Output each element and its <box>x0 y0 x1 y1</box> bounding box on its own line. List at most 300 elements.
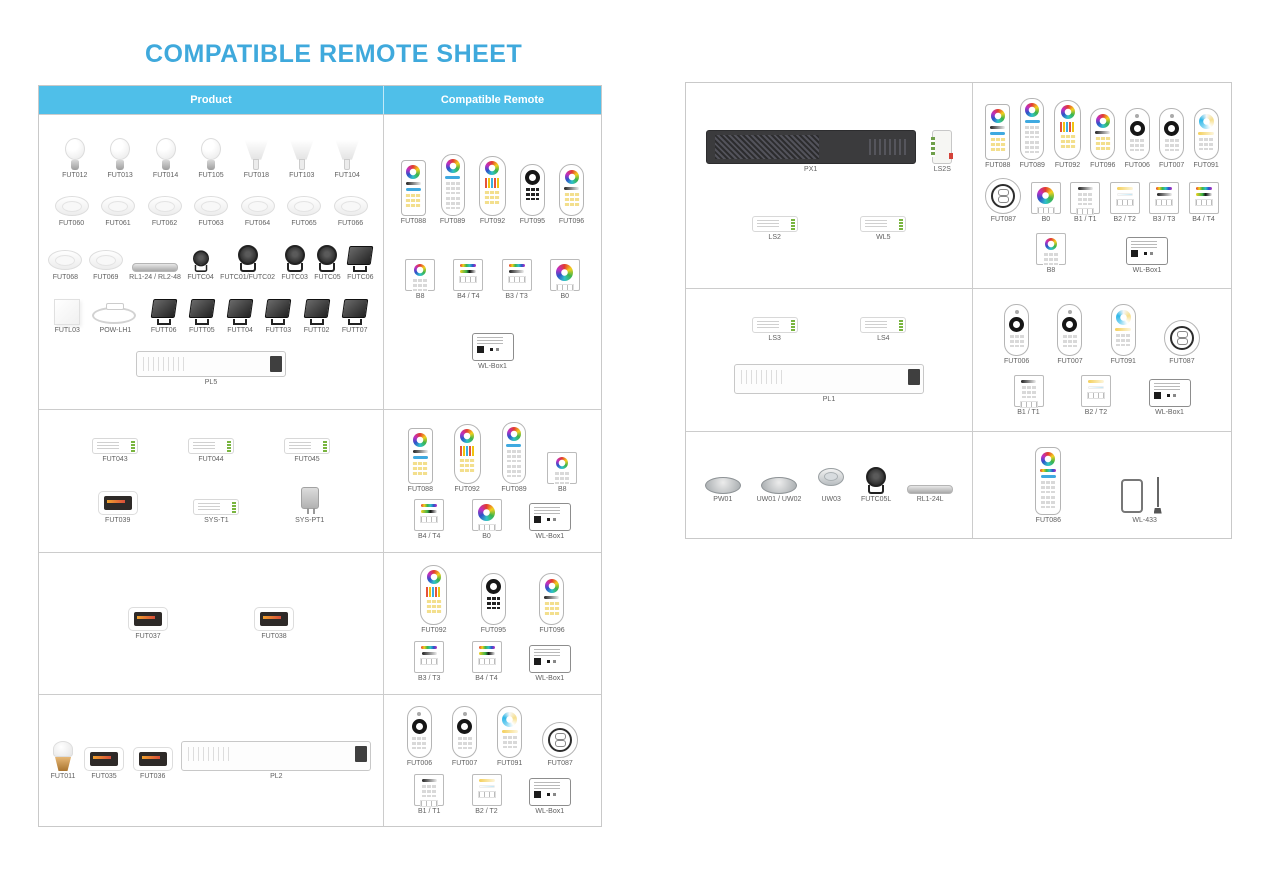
item-label: B8 <box>415 292 425 300</box>
remote-black-icon <box>1125 108 1150 160</box>
item-b0 <box>1031 182 1061 223</box>
item-fut091 <box>1193 108 1218 169</box>
item-fut007 <box>1057 304 1082 365</box>
item-label: PL5 <box>204 379 218 387</box>
item-group <box>387 333 598 370</box>
flood-icon <box>342 299 368 325</box>
qr-glyph <box>534 791 541 798</box>
item-fut096 <box>559 164 584 225</box>
item-group <box>976 178 1228 223</box>
item-ls2 <box>752 216 798 241</box>
bar-color-glyph <box>460 264 476 267</box>
spot-icon <box>290 140 314 170</box>
bar-gray-glyph <box>1095 131 1110 134</box>
bar-cct-glyph <box>1088 386 1104 389</box>
vbars-glyph <box>426 587 441 597</box>
grid-w-glyph <box>421 785 437 797</box>
item-group <box>689 467 969 503</box>
lines-glyph <box>1154 383 1180 390</box>
left-table-header <box>39 86 601 114</box>
item-label: FUT092 <box>421 627 447 634</box>
underwater-icon <box>761 477 797 494</box>
remote-oval-color-icon <box>1090 108 1115 160</box>
item-b4-t4 <box>453 259 483 300</box>
item-label: FUT095 <box>519 217 546 225</box>
qr-glyph <box>1154 392 1161 399</box>
item-label: FUT091 <box>1110 358 1136 365</box>
item-label: FUT096 <box>1090 161 1116 169</box>
item-pw01 <box>705 477 741 503</box>
item-fut089 <box>501 422 526 493</box>
item-label: PL2 <box>270 773 283 780</box>
wlbox-icon <box>1126 237 1168 265</box>
item-label: RL1-24 / RL2-48 <box>129 273 181 281</box>
item-label: FUT096 <box>539 627 565 634</box>
item-label: LS2 <box>768 233 781 241</box>
ant-glyph <box>1157 477 1159 507</box>
bar-half-glyph <box>1196 193 1212 196</box>
panel-b0-icon <box>1031 182 1061 214</box>
bar-gray-glyph <box>990 126 1005 129</box>
remote-black-icon <box>452 706 477 758</box>
panel-b2-icon <box>472 774 502 806</box>
lines-glyph <box>477 337 503 344</box>
wheel-glyph <box>991 109 1005 123</box>
item-label: FUT037 <box>135 633 161 640</box>
item-group <box>387 565 598 634</box>
item-label: WL-433 <box>1132 516 1157 524</box>
ring-black-glyph <box>1164 121 1179 136</box>
slots-glyph <box>1037 207 1055 214</box>
garden-s-icon <box>191 250 210 272</box>
wlbox-icon <box>529 503 571 531</box>
item-sys-t1 <box>193 499 239 524</box>
vbars-glyph <box>460 446 475 456</box>
item-fut011 <box>51 741 76 780</box>
downlight-icon <box>55 196 89 218</box>
item-group <box>42 196 380 227</box>
ring-cct-glyph <box>1116 310 1131 325</box>
item-fut065 <box>287 196 321 227</box>
panel-b1-icon <box>414 774 444 806</box>
item-futt06 <box>151 299 177 334</box>
item-label: FUT061 <box>105 220 131 228</box>
item-label: FUT062 <box>151 220 178 228</box>
wheel-glyph <box>460 429 474 443</box>
item-fut095 <box>481 573 506 634</box>
item-label: FUT043 <box>102 456 128 464</box>
item-label: FUT104 <box>334 171 360 179</box>
item-futc01-futc02 <box>220 245 275 281</box>
wlbox-icon <box>529 645 571 673</box>
flood-icon <box>304 299 330 325</box>
table-row <box>39 694 601 826</box>
slots-glyph <box>1116 199 1134 206</box>
table-row <box>39 409 601 552</box>
ctrlbox-icon <box>84 747 124 771</box>
slots-glyph <box>1195 199 1213 206</box>
item-label: FUT089 <box>501 485 527 493</box>
item-fut038 <box>254 607 294 640</box>
item-b4-t4 <box>472 641 502 682</box>
item-wl-box1 <box>529 503 571 540</box>
item-label: RL1-24L <box>916 496 944 503</box>
remote-round-icon <box>1164 320 1200 356</box>
dot-glyph <box>1015 310 1019 314</box>
flood-icon <box>227 299 253 325</box>
item-uw03 <box>817 468 845 503</box>
bar-blue-glyph <box>990 132 1005 135</box>
ctrlbox-icon <box>98 491 138 515</box>
bar-cct-glyph <box>1117 193 1133 196</box>
item-label: B2 / T2 <box>1113 216 1136 223</box>
item-group <box>42 138 380 179</box>
item-label: FUT013 <box>107 171 133 179</box>
remote-cell <box>973 432 1231 538</box>
slots-glyph <box>1087 392 1105 399</box>
item-label: FUT095 <box>480 627 506 634</box>
item-label: FUT087 <box>547 760 573 768</box>
item-fut066 <box>334 196 368 227</box>
downlight-icon <box>101 196 135 218</box>
item-futt03 <box>265 299 291 334</box>
item-label: FUT087 <box>990 216 1017 223</box>
item-fut036 <box>133 747 173 780</box>
item-label: FUT035 <box>91 773 117 780</box>
item-b4-t4 <box>1189 182 1219 223</box>
underwater-icon <box>705 477 741 494</box>
item-fut087 <box>542 722 578 767</box>
left-table <box>38 85 602 827</box>
item-b0 <box>472 499 502 540</box>
controller-icon <box>752 317 798 333</box>
item-group <box>387 706 598 767</box>
slots-glyph <box>1076 208 1094 215</box>
downlight-icon <box>148 196 182 218</box>
wlbox-icon <box>1149 379 1191 407</box>
item-group <box>42 351 380 386</box>
item-fut089 <box>1020 98 1045 169</box>
ring-black-glyph <box>412 719 427 734</box>
remote-long-icon <box>502 422 526 484</box>
slots-glyph <box>478 658 496 665</box>
item-label: FUT018 <box>243 171 270 179</box>
bar-half-glyph <box>460 270 476 273</box>
item-label: B0 <box>482 533 491 541</box>
item-rl1-24l <box>907 485 953 503</box>
grid-y-glyph <box>564 193 580 206</box>
ctrlbox-icon <box>128 607 168 631</box>
item-fut060 <box>55 196 89 227</box>
driver-long-icon <box>734 364 924 394</box>
remote-round-icon <box>985 178 1021 214</box>
bar-color-glyph <box>1040 469 1056 472</box>
item-pl5 <box>136 351 286 386</box>
driver-dark-icon <box>706 130 916 164</box>
remote-cell <box>384 695 601 826</box>
item-fut035 <box>84 747 124 780</box>
product-cell <box>686 289 973 431</box>
dial-glyph <box>548 728 572 752</box>
item-b8 <box>405 259 435 300</box>
item-label: FUT091 <box>1193 161 1219 169</box>
item-label: FUTT06 <box>150 326 177 334</box>
ctrlbox-icon <box>133 747 173 771</box>
item-label: FUT092 <box>454 485 480 493</box>
remote-black-icon <box>407 706 432 758</box>
downlight-icon <box>287 196 321 218</box>
table-row <box>39 552 601 694</box>
grid-w-glyph <box>1164 139 1180 151</box>
panel-b3-icon <box>502 259 532 291</box>
item-label: FUT011 <box>50 773 76 780</box>
item-group <box>976 304 1228 365</box>
remote-black-icon <box>1159 108 1184 160</box>
item-fut095 <box>520 164 545 225</box>
item-fut014 <box>153 138 178 179</box>
panel-b2-icon <box>1110 182 1140 214</box>
remote-black-icon <box>1004 304 1029 356</box>
item-label: FUT014 <box>152 171 179 179</box>
wheel-lg-glyph <box>478 504 495 521</box>
wheel-glyph <box>1096 114 1110 128</box>
product-cell <box>686 83 973 288</box>
item-fut087 <box>985 178 1021 223</box>
item-fut092 <box>1054 100 1081 169</box>
qr-glyph <box>477 346 484 353</box>
downlight-icon <box>334 196 368 218</box>
slots-glyph <box>459 276 477 283</box>
item-fut063 <box>194 196 228 227</box>
grid-y-glyph <box>459 459 475 472</box>
din-icon <box>932 130 952 164</box>
wheel-glyph <box>413 433 427 447</box>
bar-color-glyph <box>509 264 525 267</box>
product-cell <box>686 432 973 538</box>
bar-yellow-glyph <box>1117 187 1133 190</box>
product-cell <box>39 553 384 694</box>
slots-glyph <box>508 276 526 283</box>
item-fut088 <box>408 428 433 493</box>
bar-gray-glyph <box>544 596 559 599</box>
bar-gray-glyph <box>1021 380 1036 383</box>
item-label: B1 / T1 <box>1074 216 1097 223</box>
item-label: B0 <box>1041 216 1051 223</box>
left-table-rows <box>39 114 601 826</box>
bar-gray-glyph <box>406 182 421 185</box>
item-label: FUT088 <box>407 485 433 493</box>
slots-glyph <box>420 658 438 665</box>
garden-icon <box>236 245 260 272</box>
grid-w-glyph <box>1043 253 1059 265</box>
vbars-glyph <box>1060 122 1075 132</box>
table-row <box>686 431 1231 538</box>
dot-glyph <box>463 712 467 716</box>
column-header-compatible-remote: Compatible Remote <box>440 94 545 106</box>
panel-b1-icon <box>1070 182 1100 214</box>
spot-icon <box>335 140 359 170</box>
item-label: FUT103 <box>289 171 315 179</box>
item-label: B3 / T3 <box>1152 216 1176 223</box>
bar-half-glyph <box>479 652 495 655</box>
item-b0 <box>550 259 580 300</box>
wheel-sm-glyph <box>1045 238 1057 250</box>
remote-cell <box>973 289 1231 431</box>
item-label: FUTT03 <box>265 326 292 334</box>
item-fut104 <box>335 140 360 179</box>
item-group <box>42 487 380 524</box>
item-fut064 <box>241 196 275 227</box>
wlbox-icon <box>529 778 571 806</box>
item-label: FUT089 <box>1019 161 1045 169</box>
column-header-product: Product <box>39 86 384 114</box>
page-title: COMPATIBLE REMOTE SHEET <box>145 40 523 68</box>
item-fut089 <box>440 154 465 225</box>
wheel-glyph <box>485 161 499 175</box>
item-label: POW-LH1 <box>99 326 132 334</box>
grid-w-glyph <box>1024 126 1040 138</box>
slots-glyph <box>1155 199 1173 206</box>
item-b2-t2 <box>472 774 502 815</box>
remote-oval-black-icon <box>481 573 506 625</box>
panel-light-icon <box>54 299 80 325</box>
item-b8 <box>547 452 577 493</box>
flood-icon <box>189 299 215 325</box>
item-group <box>387 259 598 300</box>
wlbox-icon <box>472 333 514 361</box>
wheel-glyph <box>565 170 579 184</box>
panel-b3-icon <box>414 641 444 673</box>
remote-cct-icon <box>1194 108 1219 160</box>
item-label: B4 / T4 <box>475 675 498 682</box>
item-b1-t1 <box>1014 375 1044 416</box>
slots-glyph <box>1020 401 1038 408</box>
item-sys-pt1 <box>295 487 324 524</box>
spot-icon <box>244 140 268 170</box>
item-futt07 <box>342 299 368 334</box>
gu10-icon <box>52 741 74 771</box>
item-b3-t3 <box>502 259 532 300</box>
item-label: FUT007 <box>1057 358 1083 365</box>
uw-ring-icon <box>817 468 845 494</box>
dot-glyph <box>1170 114 1174 118</box>
qr-glyph <box>1131 250 1138 257</box>
grid-w-glyph <box>1115 334 1131 346</box>
bulb-icon <box>156 138 176 170</box>
item-label: PX1 <box>804 166 818 174</box>
item-label: FUT060 <box>58 220 85 228</box>
bar-blue-glyph <box>413 456 428 459</box>
bar-color-glyph <box>479 646 495 649</box>
item-fut043 <box>92 438 138 463</box>
bar-blue-glyph <box>406 188 421 191</box>
grid-w-glyph <box>445 197 461 209</box>
lines-glyph <box>534 649 560 656</box>
item-label: FUTL03 <box>54 326 80 334</box>
bar-gray-glyph <box>1157 193 1172 196</box>
item-label: FUTT05 <box>189 326 215 334</box>
item-label: FUTT07 <box>341 326 368 334</box>
remote-oval-icon <box>454 424 481 484</box>
remote-oval-color-icon <box>559 164 584 216</box>
dial-glyph <box>991 184 1015 208</box>
ring-black-glyph <box>486 579 501 594</box>
panel-b4-icon <box>453 259 483 291</box>
bar-gray-glyph <box>509 270 524 273</box>
item-fut088 <box>401 160 426 225</box>
bar-blue-glyph <box>1025 120 1040 123</box>
bar-yellow-glyph <box>1088 380 1104 383</box>
item-pow-lh1 <box>92 303 138 334</box>
remote-cct-icon <box>497 706 522 758</box>
item-label: WL-Box1 <box>1132 266 1162 274</box>
item-label: B4 / T4 <box>457 292 480 300</box>
item-group <box>689 216 969 241</box>
slots-glyph <box>420 516 438 523</box>
item-label: FUT096 <box>558 217 585 225</box>
item-label: FUT006 <box>406 760 433 768</box>
bar-color-glyph <box>421 504 437 507</box>
item-b2-t2 <box>1110 182 1140 223</box>
item-fut044 <box>188 438 234 463</box>
item-group <box>976 98 1228 169</box>
grid-w-glyph <box>411 737 427 749</box>
driver-long-icon <box>181 741 371 771</box>
slots-glyph <box>556 284 574 291</box>
panel-b4-icon <box>1189 182 1219 214</box>
wl433-icon <box>1121 477 1169 515</box>
item-futc05l <box>861 467 891 503</box>
controller-icon <box>92 438 138 454</box>
panel-b4-icon <box>472 641 502 673</box>
item-label: FUTT02 <box>303 326 330 334</box>
grid-w-glyph <box>457 737 473 749</box>
product-cell <box>39 695 384 826</box>
lines-glyph <box>534 782 560 789</box>
flood-icon <box>151 299 177 325</box>
dot-glyph <box>1068 310 1072 314</box>
product-cell <box>39 115 384 409</box>
remote-rect-icon <box>408 428 433 484</box>
downlight-icon <box>194 196 228 218</box>
grid-b-glyph <box>486 597 500 609</box>
ring-black-glyph <box>1130 121 1145 136</box>
bulb-icon <box>65 138 85 170</box>
item-label: B8 <box>1046 266 1056 274</box>
remote-long-icon <box>441 154 465 216</box>
item-label: FUT092 <box>1054 161 1081 169</box>
grid-w-glyph <box>1062 335 1078 347</box>
item-fut039 <box>98 491 138 524</box>
item-label: FUTC01/FUTC02 <box>220 273 276 281</box>
item-label: B2 / T2 <box>475 807 498 815</box>
item-label: FUT092 <box>479 217 506 225</box>
item-label: FUTC06 <box>347 273 374 281</box>
grid-w-glyph <box>445 182 461 194</box>
item-fut069 <box>89 250 123 281</box>
item-label: WL-Box1 <box>1155 409 1184 416</box>
item-fut062 <box>148 196 182 227</box>
item-label: FUTC05 <box>314 273 341 281</box>
item-label: PW01 <box>713 496 733 503</box>
lines-glyph <box>534 507 560 514</box>
bar-gray-glyph <box>413 450 428 453</box>
bar-color-glyph <box>1196 187 1212 190</box>
item-fut012 <box>62 138 87 179</box>
item-fut092 <box>420 565 447 634</box>
bar-yellow-glyph <box>1198 132 1214 135</box>
item-group <box>42 299 380 334</box>
